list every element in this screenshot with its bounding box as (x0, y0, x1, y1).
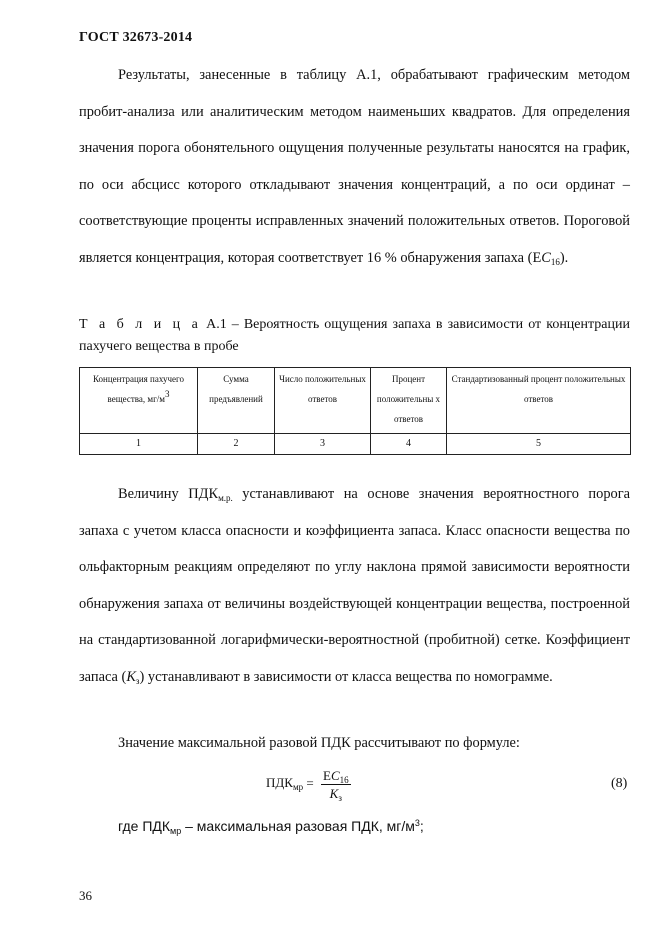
formula-lhs: $ПДК_{мр}$ (266, 775, 304, 793)
data-table-a1 (79, 367, 631, 455)
paragraph-results-text: Результаты, занесенные в таблицу А.1, обрабатывают графическим методом пробит-анализа или аналитическим методом наименьших квадратов. Для определения значения порога обонятельного ощущения полученные результаты наносятся на график, по оси абсцисс которого откладывают значения концентраций, а по оси ординат – соответствующие проценты исправленных значений положительных ответов. Пороговой является концентрация, которая соответствует 16 % обнаружения запаха ( (79, 67, 630, 266)
table-caption (79, 314, 630, 358)
formula-where-clause: где $ПДК_{мр}$ – максимальная разовая ПДК, $мг/м^3$; (118, 818, 424, 836)
table-number-row (80, 434, 631, 455)
table-caption-text: А.1 – Вероятность ощущения запаха в зависимости от концентрации пахучего вещества в пробе (79, 317, 630, 354)
column-number: 4 (371, 434, 447, 455)
column-number: 3 (275, 434, 371, 455)
ec16-symbol: $EC_{16}$ (532, 249, 560, 267)
column-number: 2 (198, 434, 275, 455)
equation-number: (8) (611, 776, 628, 791)
column-header-percent: Процент положительны х ответов (371, 368, 447, 434)
formula-denominator: $K_з$ (329, 786, 342, 803)
paragraph-results: Результаты, занесенные в таблицу А.1, обрабатывают графическим методом пробит-анализа или аналитическим методом наименьших квадратов. Для определения значения порога обонятельного ощущения полученные результаты наносятся на график, по оси абсцисс которого откладывают значения концентраций, а по оси ординат – соответствующие проценты исправленных значений положительных ответов. Пороговой является концентрация, которая соответствует 16 % обнаружения запаха $(EC_{16})$. (79, 67, 630, 267)
column-header-positive-count: Число положительных ответов (275, 368, 371, 434)
formula-fraction (321, 768, 351, 801)
column-header-standardized: Стандартизованный процент положительных ответов (447, 368, 631, 434)
column-number: 5 (447, 434, 631, 455)
paragraph-pdk: Величину $ПДК_{м.р.}$ устанавливают на основе значения вероятностного порога запаха с учетом класса опасности и коэффициента запаса. Класс опасности вещества по ольфакторным реакциям определяют по углу наклона прямой зависимости вероятности обнаружения запаха от величины воздействующей концентрации вещества, построенной на стандартизованной логарифмически-вероятностной (пробитной) сетке. Коэффициент запаса $(K_з)$ устанавливают в зависимости от класса вещества по номограмме. (79, 486, 631, 686)
k-symbol: $K_з$ (126, 668, 140, 686)
paragraph-formula-intro: Значение максимальной разовой ПДК рассчитывают по формуле: (118, 735, 520, 751)
column-header-concentration: Концентрация пахучего вещества, $мг/м^3$ (80, 368, 198, 434)
page-number: 36 (79, 888, 92, 903)
column-number: 1 (80, 434, 198, 455)
table-header-row (80, 368, 631, 434)
table-caption-lead: Т а б л и ц а (79, 317, 202, 332)
document-header: ГОСТ 32673-2014 (79, 30, 193, 45)
formula-pdk: $ПДК_{мр}$ = $\frac{EC_{16}}{K_з}$ (266, 768, 349, 803)
formula-numerator: $EC_{16}$ (322, 768, 349, 785)
column-header-sum: Сумма предъявлений (198, 368, 275, 434)
